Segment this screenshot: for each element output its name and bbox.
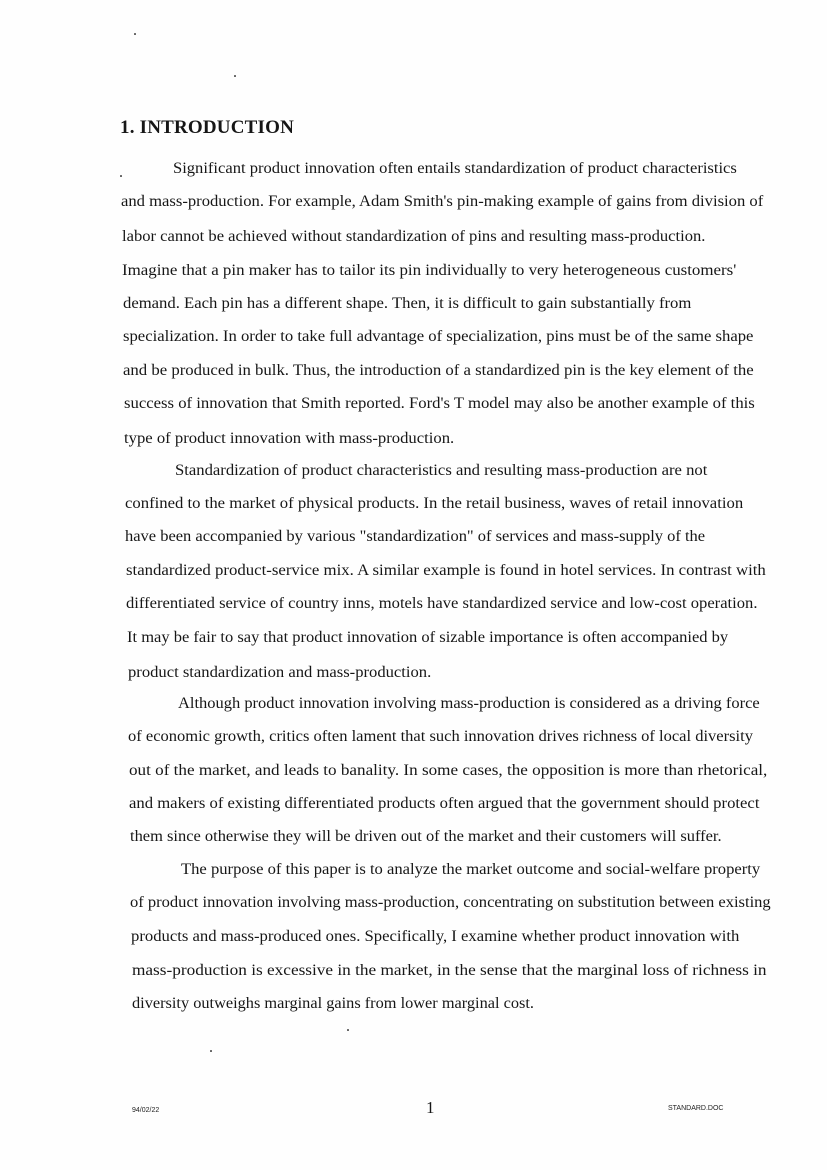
paragraph-line: standardized product-service mix. A similar example is found in hotel services. In contrast with: [126, 562, 766, 579]
paragraph-line: mass-production is excessive in the market, in the sense that the marginal loss of richness in: [132, 962, 767, 979]
paragraph-line: type of product innovation with mass-production.: [124, 430, 455, 447]
paragraph-line: of product innovation involving mass-production, concentrating on substitution between existing: [130, 894, 771, 911]
footer-date: 94/02/22: [132, 1107, 160, 1114]
footer-filename: STANDARD.DOC: [668, 1105, 724, 1112]
paragraph-line: and mass-production. For example, Adam Smith's pin-making example of gains from division of: [121, 193, 764, 210]
paragraph-line: have been accompanied by various "standardization" of services and mass-supply of the: [125, 528, 706, 545]
paragraph-line: them since otherwise they will be driven out of the market and their customers will suffer.: [130, 828, 722, 845]
paragraph-line: differentiated service of country inns, motels have standardized service and low-cost operation.: [126, 595, 758, 612]
paragraph-line: specialization. In order to take full advantage of specialization, pins must be of the same shape: [123, 328, 754, 345]
paragraph-line: Standardization of product characteristics and resulting mass-production are not: [175, 462, 708, 479]
scan-speck: [234, 75, 236, 77]
paragraph-line: Although product innovation involving mass-production is considered as a driving force: [178, 695, 760, 712]
section-heading: 1. INTRODUCTION: [120, 117, 295, 138]
paragraph-line: The purpose of this paper is to analyze the market outcome and social-welfare property: [181, 861, 761, 878]
scan-speck: [120, 175, 122, 177]
scan-speck: [347, 1029, 349, 1031]
paragraph-line: product standardization and mass-production.: [128, 664, 432, 681]
scan-speck: [134, 33, 136, 35]
paragraph-line: and be produced in bulk. Thus, the introduction of a standardized pin is the key element of the: [123, 362, 754, 379]
paragraph-line: out of the market, and leads to banality. In some cases, the opposition is more than rhetorical,: [129, 762, 768, 779]
paragraph-line: confined to the market of physical products. In the retail business, waves of retail innovation: [125, 495, 744, 512]
paragraph-line: labor cannot be achieved without standardization of pins and resulting mass-production.: [122, 228, 706, 245]
paragraph-line: diversity outweighs marginal gains from lower marginal cost.: [132, 995, 535, 1012]
paragraph-line: Imagine that a pin maker has to tailor its pin individually to very heterogeneous customers': [122, 262, 737, 279]
paragraph-line: success of innovation that Smith reported. Ford's T model may also be another example of this: [124, 395, 755, 412]
footer-page-number: 1: [426, 1098, 435, 1117]
paragraph-line: products and mass-produced ones. Specifically, I examine whether product innovation with: [131, 928, 740, 945]
paragraph-line: Significant product innovation often entails standardization of product characteristics: [173, 160, 737, 177]
paragraph-line: It may be fair to say that product innovation of sizable importance is often accompanied by: [127, 629, 729, 646]
paragraph-line: demand. Each pin has a different shape. Then, it is difficult to gain substantially from: [123, 295, 692, 312]
paragraph-line: of economic growth, critics often lament that such innovation drives richness of local diversity: [128, 728, 753, 745]
scan-speck: [210, 1050, 212, 1052]
paragraph-line: and makers of existing differentiated products often argued that the government should protect: [129, 795, 760, 812]
